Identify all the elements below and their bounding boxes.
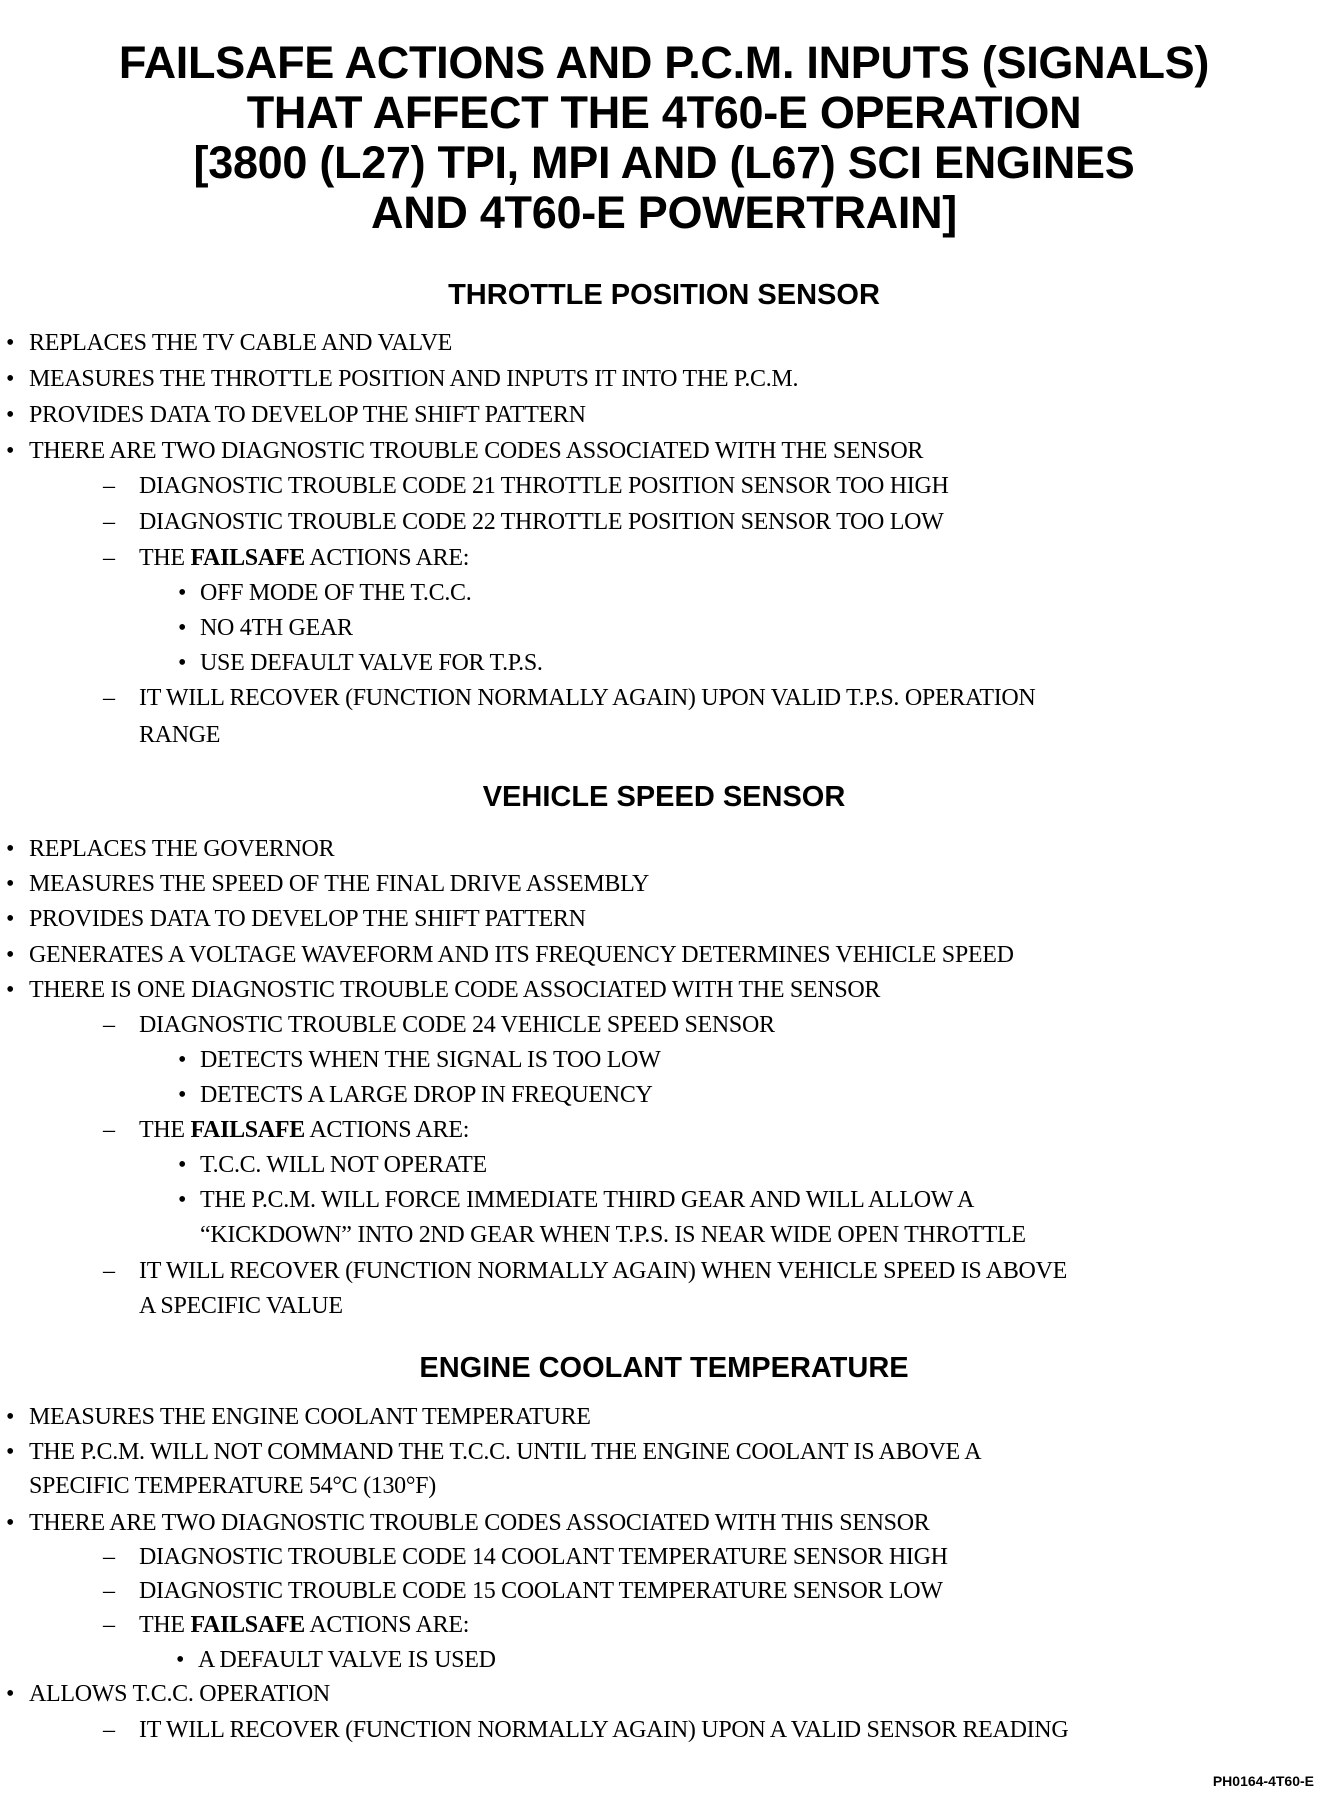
- list-item: THE P.C.M. WILL NOT COMMAND THE T.C.C. UNTIL THE ENGINE COOLANT IS ABOVE A: [29, 1439, 982, 1465]
- bullet-icon: •: [6, 1439, 15, 1465]
- section-heading-ect: ENGINE COOLANT TEMPERATURE: [419, 1352, 909, 1384]
- sub-item-continuation: A SPECIFIC VALUE: [139, 1293, 343, 1319]
- bullet-icon: •: [6, 1681, 15, 1707]
- list-item: ALLOWS T.C.C. OPERATION: [29, 1681, 330, 1707]
- section-heading-tps: THROTTLE POSITION SENSOR: [448, 279, 880, 311]
- bullet-icon: •: [6, 330, 15, 356]
- list-item: PROVIDES DATA TO DEVELOP THE SHIFT PATTERN: [29, 906, 586, 932]
- text-fragment: ACTIONS ARE:: [304, 1117, 470, 1143]
- title-line: [3800 (L27) TPI, MPI AND (L67) SCI ENGINES: [193, 137, 1135, 188]
- bullet-icon: •: [6, 942, 15, 968]
- sub-item: DIAGNOSTIC TROUBLE CODE 14 COOLANT TEMPERATURE SENSOR HIGH: [139, 1544, 948, 1570]
- bullet-icon: •: [178, 580, 187, 606]
- bullet-icon: •: [178, 1047, 187, 1073]
- sub-item-continuation: RANGE: [139, 722, 221, 748]
- text-fragment: THE: [139, 545, 191, 571]
- sub-item: [139, 543, 469, 573]
- bullet-icon: •: [6, 366, 15, 392]
- bullet-icon: •: [178, 615, 187, 641]
- sub-sub-item: THE P.C.M. WILL FORCE IMMEDIATE THIRD GEAR AND WILL ALLOW A: [200, 1187, 975, 1213]
- page-title: [0, 38, 1328, 238]
- list-item: MEASURES THE SPEED OF THE FINAL DRIVE ASSEMBLY: [29, 871, 650, 897]
- list-item: PROVIDES DATA TO DEVELOP THE SHIFT PATTERN: [29, 402, 586, 428]
- dash-icon: –: [103, 545, 115, 571]
- dash-icon: –: [103, 473, 115, 499]
- sub-sub-item: DETECTS WHEN THE SIGNAL IS TOO LOW: [200, 1047, 661, 1073]
- bullet-icon: •: [6, 438, 15, 464]
- list-item: MEASURES THE THROTTLE POSITION AND INPUTS IT INTO THE P.C.M.: [29, 366, 799, 392]
- sub-sub-item: DETECTS A LARGE DROP IN FREQUENCY: [200, 1082, 653, 1108]
- list-item-continuation: SPECIFIC TEMPERATURE 54°C (130°F): [29, 1473, 436, 1499]
- sub-item: IT WILL RECOVER (FUNCTION NORMALLY AGAIN) WHEN VEHICLE SPEED IS ABOVE: [139, 1258, 1067, 1284]
- list-item: THERE IS ONE DIAGNOSTIC TROUBLE CODE ASSOCIATED WITH THE SENSOR: [29, 977, 881, 1003]
- list-item: REPLACES THE TV CABLE AND VALVE: [29, 330, 452, 356]
- dash-icon: –: [103, 1717, 115, 1743]
- dash-icon: –: [103, 1544, 115, 1570]
- sub-sub-item: OFF MODE OF THE T.C.C.: [200, 580, 472, 606]
- bullet-icon: •: [178, 1187, 187, 1213]
- sub-item: DIAGNOSTIC TROUBLE CODE 22 THROTTLE POSITION SENSOR TOO LOW: [139, 509, 944, 535]
- text-fragment: THE: [139, 1612, 191, 1638]
- dash-icon: –: [103, 685, 115, 711]
- bullet-icon: •: [6, 836, 15, 862]
- emphasis-text: FAILSAFE: [190, 545, 305, 571]
- sub-sub-item: NO 4TH GEAR: [200, 615, 353, 641]
- dash-icon: –: [103, 1012, 115, 1038]
- title-line: AND 4T60-E POWERTRAIN]: [371, 187, 957, 238]
- sub-item: DIAGNOSTIC TROUBLE CODE 24 VEHICLE SPEED SENSOR: [139, 1012, 775, 1038]
- sub-item: [139, 1610, 469, 1640]
- bullet-icon: •: [6, 977, 15, 1003]
- dash-icon: –: [103, 1258, 115, 1284]
- bullet-icon: •: [178, 1082, 187, 1108]
- sub-sub-item-continuation: “KICKDOWN” INTO 2ND GEAR WHEN T.P.S. IS NEAR WIDE OPEN THROTTLE: [200, 1222, 1026, 1248]
- text-fragment: ACTIONS ARE:: [304, 545, 470, 571]
- bullet-icon: •: [178, 650, 187, 676]
- sub-sub-item: A DEFAULT VALVE IS USED: [198, 1647, 496, 1673]
- sub-item: DIAGNOSTIC TROUBLE CODE 15 COOLANT TEMPERATURE SENSOR LOW: [139, 1578, 943, 1604]
- bullet-icon: •: [6, 1404, 15, 1430]
- dash-icon: –: [103, 1612, 115, 1638]
- bullet-icon: •: [6, 871, 15, 897]
- title-line: FAILSAFE ACTIONS AND P.C.M. INPUTS (SIGNALS): [118, 37, 1210, 88]
- bullet-icon: •: [6, 402, 15, 428]
- sub-item: IT WILL RECOVER (FUNCTION NORMALLY AGAIN) UPON A VALID SENSOR READING: [139, 1717, 1069, 1743]
- sub-item: [139, 1115, 469, 1145]
- sub-item: DIAGNOSTIC TROUBLE CODE 21 THROTTLE POSITION SENSOR TOO HIGH: [139, 473, 949, 499]
- sub-sub-item: USE DEFAULT VALVE FOR T.P.S.: [200, 650, 543, 676]
- section-heading-vss: VEHICLE SPEED SENSOR: [482, 781, 846, 813]
- sub-item: IT WILL RECOVER (FUNCTION NORMALLY AGAIN) UPON VALID T.P.S. OPERATION: [139, 685, 1036, 711]
- list-item: THERE ARE TWO DIAGNOSTIC TROUBLE CODES ASSOCIATED WITH THIS SENSOR: [29, 1510, 930, 1536]
- dash-icon: –: [103, 1578, 115, 1604]
- dash-icon: –: [103, 1117, 115, 1143]
- sub-sub-item: T.C.C. WILL NOT OPERATE: [200, 1152, 487, 1178]
- emphasis-text: FAILSAFE: [190, 1612, 305, 1638]
- bullet-icon: •: [6, 906, 15, 932]
- emphasis-text: FAILSAFE: [190, 1117, 305, 1143]
- bullet-icon: •: [176, 1647, 185, 1673]
- list-item: MEASURES THE ENGINE COOLANT TEMPERATURE: [29, 1404, 591, 1430]
- title-line: THAT AFFECT THE 4T60-E OPERATION: [246, 87, 1082, 138]
- list-item: REPLACES THE GOVERNOR: [29, 836, 335, 862]
- text-fragment: THE: [139, 1117, 191, 1143]
- dash-icon: –: [103, 509, 115, 535]
- bullet-icon: •: [178, 1152, 187, 1178]
- bullet-icon: •: [6, 1510, 15, 1536]
- text-fragment: ACTIONS ARE:: [304, 1612, 470, 1638]
- list-item: THERE ARE TWO DIAGNOSTIC TROUBLE CODES ASSOCIATED WITH THE SENSOR: [29, 438, 924, 464]
- list-item: GENERATES A VOLTAGE WAVEFORM AND ITS FREQUENCY DETERMINES VEHICLE SPEED: [29, 942, 1014, 968]
- document-code: PH0164-4T60-E: [1212, 1773, 1314, 1789]
